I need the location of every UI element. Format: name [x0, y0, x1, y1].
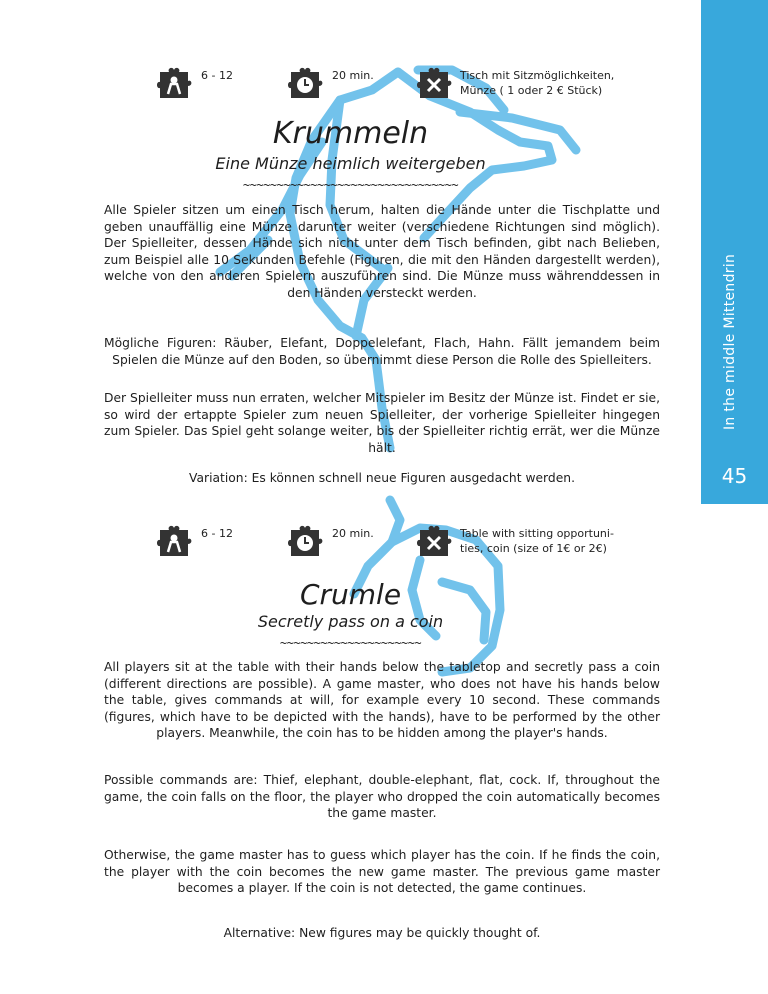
- game-subtitle: Eine Münze heimlich weitergeben: [215, 154, 486, 173]
- paragraph: Der Spielleiter muss nun erraten, welcher Mitspieler im Besitz der Münze ist. Findet er sie, so wird der ertappte Spieler zum neuen Spielleiter, der vorherige Spielleiter hingegen zum Spieler. Das Spiel geht solange weiter, bis der Spielleiter richtig errät, wer die Münze hält.: [104, 391, 660, 455]
- players-count: 6 - 12: [201, 69, 233, 82]
- paragraph: Alternative: New figures may be quickly thought of.: [223, 926, 541, 940]
- paragraph: Alle Spieler sitzen um einen Tisch herum, halten die Hände unter die Tischplatte und geben unauffällig eine Münze darunter weiter (verschiedene Richtungen sind möglich). Der Spielleiter, dessen Hände sich nicht unter dem Tisch befinden, gibt nach Belieben, zum Beispiel alle 10 Sekunden Befehle (Figuren, die mit den Händen dargestellt werden), welche von den anderen Spielern auszuführen sind. Die Münze muss währenddessen in den Händen versteckt werden.: [104, 203, 660, 300]
- game-title: Crumle: [299, 578, 402, 611]
- puzzle-clock-icon: [287, 66, 323, 102]
- material-list: [460, 526, 614, 556]
- material-line: Table with sitting opportuni-: [460, 527, 614, 540]
- paragraph: All players sit at the table with their hands below the tabletop and secretly pass a coin (different directions are possible). A game master, who does not have his hands below the table, gives commands at will, for example every 10 second. These commands (figures, which have to be depicted with the hands), have to be performed by the other players. Meanwhile, the coin has to be hidden among the player's hands.: [104, 660, 660, 741]
- puzzle-players-icon: [156, 66, 192, 102]
- chapter-sidebar: [701, 0, 768, 504]
- material-list: [460, 68, 614, 98]
- page-number: 45: [721, 464, 748, 488]
- material-line: ties, coin (size of 1€ or 2€): [460, 542, 607, 555]
- duration: 20 min.: [332, 527, 374, 540]
- game-title: Krummeln: [272, 116, 429, 151]
- puzzle-material-icon: [416, 66, 452, 102]
- puzzle-clock-icon: [287, 524, 323, 560]
- divider: ~~~~~~~~~~~~~~~~~~~~~~~~~~~~~~~~: [242, 178, 459, 192]
- material-line: Tisch mit Sitzmöglichkeiten,: [460, 69, 615, 82]
- players-count: 6 - 12: [201, 527, 233, 540]
- game-subtitle: Secretly pass on a coin: [257, 612, 444, 631]
- paragraph: Variation: Es können schnell neue Figuren ausgedacht werden.: [189, 471, 575, 485]
- paragraph: Mögliche Figuren: Räuber, Elefant, Doppelelefant, Flach, Hahn. Fällt jemandem beim Spielen die Münze auf den Boden, so übernimmt diese Person die Rolle des Spielleiters.: [104, 336, 660, 367]
- paragraph: Possible commands are: Thief, elephant, double-elephant, flat, cock. If, throughout the game, the coin falls on the floor, the player who dropped the coin automatically becomes the game master.: [104, 773, 660, 821]
- chapter-label: In the middle Mittendrin: [722, 253, 738, 430]
- duration: 20 min.: [332, 69, 374, 82]
- puzzle-players-icon: [156, 524, 192, 560]
- material-line: Münze ( 1 oder 2 € Stück): [460, 84, 603, 97]
- paragraph: Otherwise, the game master has to guess which player has the coin. If he finds the coin, the player with the coin becomes the new game master. The previous game master becomes a player. If the coin is not detected, the game continues.: [104, 848, 660, 896]
- divider: ~~~~~~~~~~~~~~~~~~~~~: [279, 636, 422, 650]
- puzzle-material-icon: [416, 524, 452, 560]
